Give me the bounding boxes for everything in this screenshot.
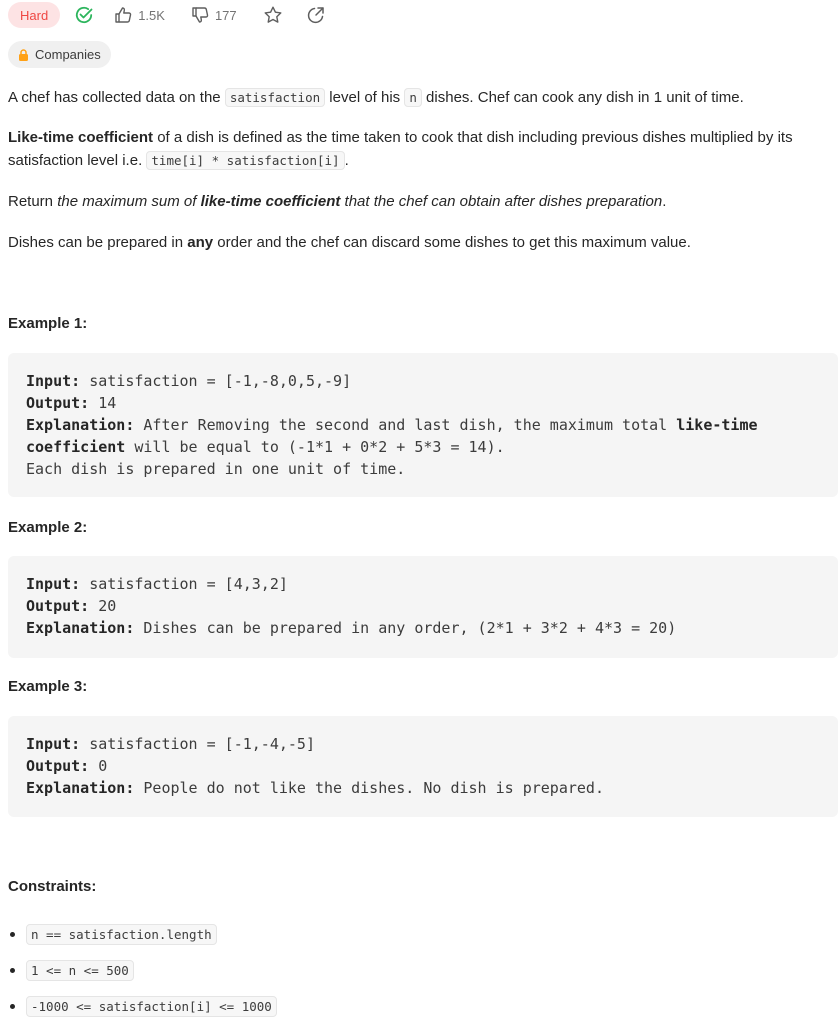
explanation-label: Explanation: <box>26 416 135 434</box>
input-value: satisfaction = [4,3,2] <box>80 575 288 593</box>
description-paragraph-4 <box>8 231 833 254</box>
explanation-label: Explanation: <box>26 779 135 797</box>
thumbs-up-icon <box>114 6 132 24</box>
difficulty-badge: Hard <box>8 2 60 28</box>
italic-text: that the chef can obtain after dishes preparation <box>340 193 663 210</box>
explanation-text: After Removing the second and last dish, the maximum total <box>134 416 677 434</box>
text: level of his <box>325 89 405 106</box>
italic-text: the maximum sum of <box>57 193 201 210</box>
explanation-text: Dishes can be prepared in any order, (2*1 + 3*2 + 4*3 = 20) <box>134 619 677 637</box>
inline-code: satisfaction <box>225 88 325 107</box>
explanation-text: Each dish is prepared in one unit of time. <box>26 460 406 478</box>
input-label: Input: <box>26 575 81 593</box>
output-label: Output: <box>26 757 90 775</box>
output-value: 0 <box>89 757 108 775</box>
example-3-block <box>8 716 838 817</box>
favorite-button[interactable] <box>263 5 283 25</box>
bold-italic-term: like-time coefficient <box>200 193 341 210</box>
problem-toolbar <box>8 2 325 28</box>
text: Return <box>8 193 58 210</box>
example-3-heading: Example 3: <box>8 678 88 695</box>
example-2-block <box>8 556 838 658</box>
thumbs-down-icon <box>191 6 209 24</box>
constraint-code: -1000 <= satisfaction[i] <= 1000 <box>26 996 277 1017</box>
like-count: 1.5K <box>138 7 165 23</box>
input-label: Input: <box>26 735 81 753</box>
inline-code: time[i] * satisfaction[i] <box>146 151 344 170</box>
bold-term: any <box>187 234 214 251</box>
output-label: Output: <box>26 394 90 412</box>
input-value: satisfaction = [-1,-8,0,5,-9] <box>80 372 352 390</box>
example-1-block <box>8 353 838 497</box>
text: order and the chef can discard some dishes to get this maximum value. <box>213 234 691 251</box>
constraint-item <box>8 988 277 1024</box>
text: A chef has collected data on the <box>8 89 225 106</box>
text: Dishes can be prepared in <box>8 234 188 251</box>
explanation-bold: coefficient <box>26 438 126 456</box>
constraint-item <box>8 952 277 988</box>
description-paragraph-1 <box>8 86 833 109</box>
text: dishes. Chef can cook any dish in 1 unit of time. <box>421 89 744 106</box>
text: . <box>344 152 349 169</box>
explanation-label: Explanation: <box>26 619 135 637</box>
output-label: Output: <box>26 597 90 615</box>
output-value: 20 <box>89 597 117 615</box>
input-value: satisfaction = [-1,-4,-5] <box>80 735 315 753</box>
bold-term: Like-time coefficient <box>8 129 154 146</box>
check-circle-icon <box>74 5 94 25</box>
constraint-code: n == satisfaction.length <box>26 924 217 945</box>
constraints-heading: Constraints: <box>8 878 97 895</box>
explanation-bold: like-time <box>676 416 758 434</box>
example-1-heading: Example 1: <box>8 315 88 332</box>
companies-tag[interactable] <box>8 41 111 68</box>
description-paragraph-2 <box>8 126 833 172</box>
dislike-count: 177 <box>214 7 237 23</box>
explanation-text: will be equal to (-1*1 + 0*2 + 5*3 = 14). <box>125 438 505 456</box>
example-2-heading: Example 2: <box>8 519 88 536</box>
constraint-code: 1 <= n <= 500 <box>26 960 134 981</box>
text: . <box>662 193 667 210</box>
text: of a dish is defined as the time taken to cook that dish including previous dishes multiplied by its satisfaction level i.e. <box>8 129 793 169</box>
share-button[interactable] <box>307 6 325 24</box>
star-icon <box>263 5 283 25</box>
output-value: 14 <box>89 394 117 412</box>
description-paragraph-3 <box>8 190 833 213</box>
lock-icon <box>18 49 29 61</box>
constraint-item <box>8 916 277 952</box>
like-button[interactable] <box>114 6 165 24</box>
inline-code: n <box>404 88 422 107</box>
explanation-text: People do not like the dishes. No dish is prepared. <box>134 779 604 797</box>
constraints-list <box>8 916 277 1024</box>
dislike-button[interactable] <box>191 6 237 24</box>
share-icon <box>307 6 325 24</box>
input-label: Input: <box>26 372 81 390</box>
companies-label: Companies <box>35 47 101 62</box>
